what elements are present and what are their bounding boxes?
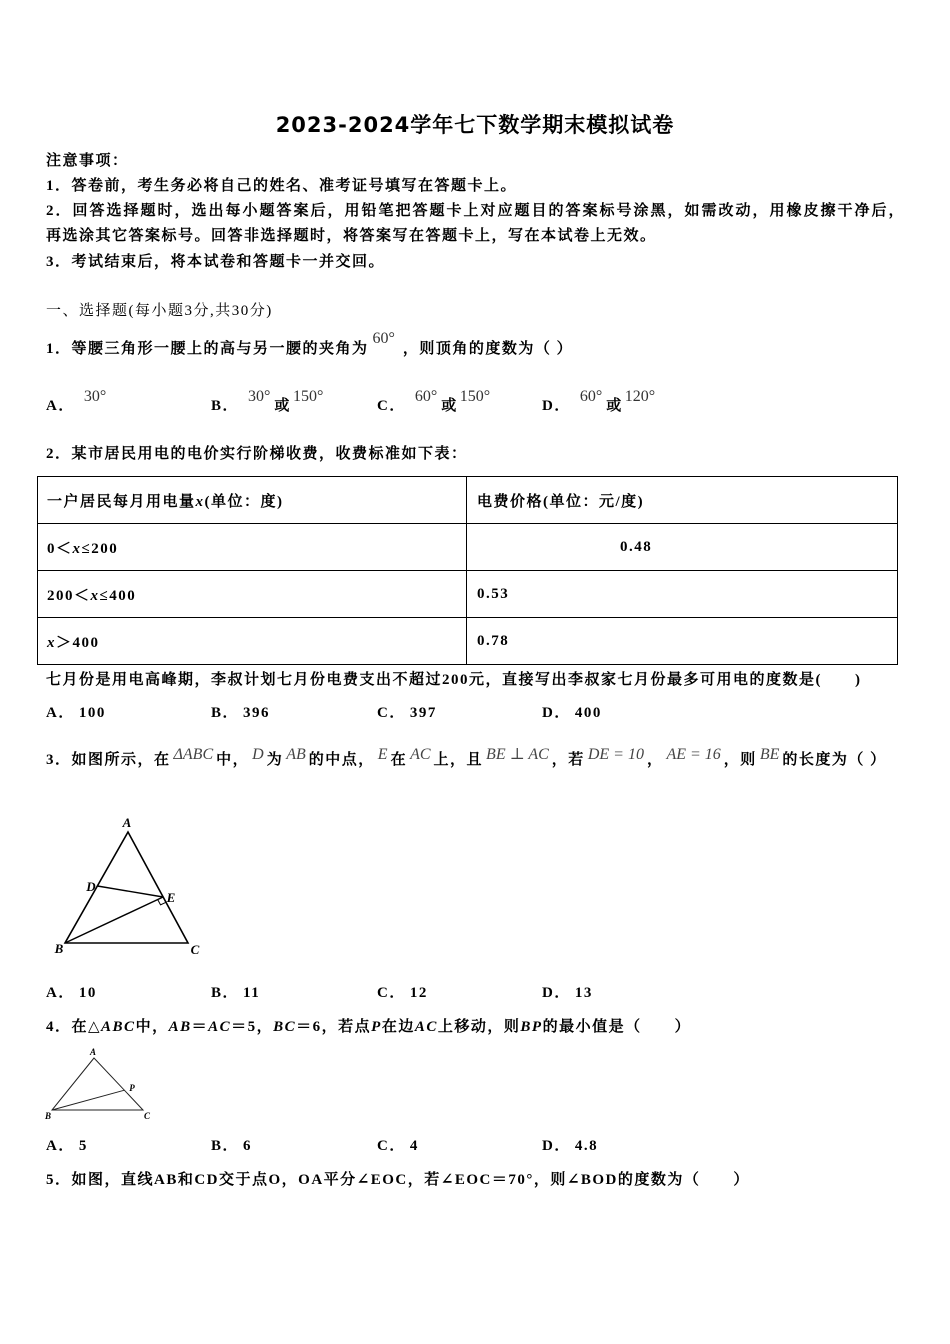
q3-math: DE = 10 bbox=[587, 746, 644, 763]
table-row bbox=[38, 524, 898, 571]
range-var: x bbox=[90, 587, 100, 604]
option-label: D． bbox=[542, 705, 571, 721]
q1-angle-math: 60° bbox=[372, 330, 395, 347]
label-a: A bbox=[122, 815, 132, 830]
label-c: C bbox=[143, 1111, 151, 1121]
q4-text: 4．在△ bbox=[46, 1019, 102, 1035]
q3-option-b bbox=[211, 983, 260, 1003]
segment-de bbox=[97, 886, 163, 897]
option-label: A． bbox=[46, 1138, 75, 1154]
segment-bp bbox=[52, 1090, 124, 1110]
header-price: 电费价格(单位：元/度) bbox=[467, 477, 898, 524]
option-value: 4.8 bbox=[574, 1138, 599, 1154]
usage-range bbox=[38, 571, 467, 618]
range-lower: 200＜ bbox=[47, 587, 91, 604]
q3-math: D bbox=[252, 746, 264, 763]
question-2-stem: 2．某市居民用电的电价实行阶梯收费，收费标准如下表： bbox=[46, 446, 468, 462]
question-2-followup: 七月份是用电高峰期，李叔计划七月份电费支出不超过200元，直接写出李叔家七月份最多可用电的度数是( ) bbox=[46, 672, 862, 688]
notes-item-2-line-1: 2．回答选择题时，选出每小题答案后，用铅笔把答题卡上对应题目的答案标号涂黑，如需改动，用橡皮擦干净后， bbox=[46, 203, 906, 219]
option-math: 120° bbox=[624, 388, 656, 405]
electricity-price-table bbox=[37, 476, 898, 665]
option-or: 或 bbox=[606, 398, 623, 414]
range-lower: ＞400 bbox=[56, 634, 100, 651]
range-lower: 0＜ bbox=[47, 540, 73, 557]
option-label: C． bbox=[377, 985, 406, 1001]
option-math: 30° bbox=[83, 388, 107, 405]
option-value: 100 bbox=[78, 705, 106, 721]
price-value: 0.78 bbox=[467, 618, 898, 665]
q1-text-end: ，则顶角的度数为（ ） bbox=[402, 341, 574, 357]
label-p: P bbox=[129, 1083, 135, 1093]
price-value: 0.53 bbox=[467, 571, 898, 618]
usage-range bbox=[38, 618, 467, 665]
q3-math: ΔABC bbox=[173, 746, 214, 763]
option-label: D． bbox=[542, 985, 571, 1001]
option-value: 400 bbox=[574, 705, 602, 721]
q1-option-a bbox=[46, 388, 110, 416]
q4-var: ABC bbox=[101, 1019, 136, 1035]
option-label: B． bbox=[211, 985, 240, 1001]
option-math: 150° bbox=[292, 388, 324, 405]
label-b: B bbox=[54, 941, 64, 956]
q4-text: 上移动，则 bbox=[437, 1019, 521, 1035]
q3-option-d bbox=[542, 983, 593, 1003]
q4-option-d bbox=[542, 1136, 598, 1156]
option-label: B． bbox=[211, 398, 240, 414]
notes-item-2-line-2: 再选涂其它答案标号。回答非选择题时，将答案写在答题卡上，写在本试卷上无效。 bbox=[46, 228, 657, 244]
q3-math: BE bbox=[759, 746, 780, 763]
q4-var: BC bbox=[273, 1019, 297, 1035]
q3-text: 3．如图所示，在 bbox=[46, 752, 171, 768]
option-or: 或 bbox=[274, 398, 291, 414]
range-upper: ≤400 bbox=[99, 587, 137, 604]
q2-option-d bbox=[542, 703, 602, 723]
option-math: 30° bbox=[248, 388, 271, 405]
option-label: B． bbox=[211, 705, 240, 721]
label-e: E bbox=[166, 890, 176, 905]
option-label: C． bbox=[377, 398, 406, 414]
q3-math: BE ⊥ AC bbox=[486, 746, 549, 763]
q4-var: AC bbox=[414, 1019, 438, 1035]
option-value: 13 bbox=[574, 985, 593, 1001]
q4-option-a bbox=[46, 1136, 88, 1156]
q4-text: 在边 bbox=[381, 1019, 415, 1035]
option-label: C． bbox=[377, 1138, 406, 1154]
range-var: x bbox=[47, 634, 56, 651]
notes-heading: 注意事项： bbox=[46, 153, 129, 169]
q3-text: 的中点， bbox=[308, 752, 375, 768]
q3-math: E bbox=[377, 746, 388, 763]
option-value: 11 bbox=[243, 985, 261, 1001]
label-b: B bbox=[44, 1111, 52, 1121]
q3-math: AE = 16 bbox=[666, 746, 721, 763]
q3-text: 上，且 bbox=[433, 752, 484, 768]
question-1-stem bbox=[46, 330, 574, 359]
option-label: A． bbox=[46, 705, 75, 721]
triangle-abc bbox=[65, 832, 188, 943]
option-value: 12 bbox=[409, 985, 428, 1001]
q3-text: 中， bbox=[216, 752, 250, 768]
option-math: 60° bbox=[579, 388, 603, 405]
option-math: 60° bbox=[414, 388, 438, 405]
option-label: A． bbox=[46, 985, 75, 1001]
question-4-figure bbox=[40, 1044, 158, 1126]
notes-item-1: 1．答卷前，考生务必将自己的姓名、准考证号填写在答题卡上。 bbox=[46, 178, 518, 194]
option-label: B． bbox=[211, 1138, 240, 1154]
question-4-stem bbox=[46, 1017, 691, 1037]
header-usage-text: 一户居民每月用电量 bbox=[47, 493, 196, 510]
option-value: 396 bbox=[243, 705, 271, 721]
header-usage-unit: (单位：度) bbox=[204, 493, 284, 510]
label-d: D bbox=[86, 879, 96, 894]
range-var: x bbox=[72, 540, 82, 557]
option-label: D． bbox=[542, 1138, 571, 1154]
option-value: 5 bbox=[78, 1138, 88, 1154]
q1-option-b bbox=[211, 388, 324, 416]
table-row bbox=[38, 618, 898, 665]
q1-text-start: 1．等腰三角形一腰上的高与另一腰的夹角为 bbox=[46, 341, 369, 357]
label-c: C bbox=[190, 942, 200, 957]
q2-option-c bbox=[377, 703, 437, 723]
q2-option-b bbox=[211, 703, 270, 723]
q4-text: ＝ bbox=[191, 1019, 209, 1035]
q3-math: AC bbox=[410, 746, 431, 763]
question-5-stem: 5．如图，直线AB和CD交于点O，OA平分∠EOC，若∠EOC＝70°，则∠BOD的度数为（ ） bbox=[46, 1172, 750, 1188]
question-3-stem bbox=[46, 746, 887, 770]
option-label: A． bbox=[46, 398, 75, 414]
option-label: C． bbox=[377, 705, 406, 721]
table-row bbox=[38, 571, 898, 618]
segment-be bbox=[65, 897, 163, 943]
section-heading: 一、选择题(每小题3分,共30分) bbox=[46, 303, 273, 319]
option-value: 397 bbox=[409, 705, 437, 721]
option-value: 10 bbox=[78, 985, 97, 1001]
usage-range bbox=[38, 524, 467, 571]
q3-option-c bbox=[377, 983, 428, 1003]
q1-option-c bbox=[377, 388, 491, 416]
q4-var: AC bbox=[208, 1019, 232, 1035]
option-value: 4 bbox=[409, 1138, 419, 1154]
q4-option-c bbox=[377, 1136, 419, 1156]
q3-text: ，则 bbox=[723, 752, 757, 768]
q1-option-d bbox=[542, 388, 656, 416]
q4-text: ＝6，若点 bbox=[296, 1019, 372, 1035]
option-math: 150° bbox=[459, 388, 491, 405]
q3-math: AB bbox=[286, 746, 306, 763]
range-upper: ≤200 bbox=[81, 540, 119, 557]
label-a: A bbox=[89, 1047, 97, 1057]
q4-text: 中， bbox=[135, 1019, 169, 1035]
option-or: 或 bbox=[441, 398, 458, 414]
q4-var: AB bbox=[168, 1019, 192, 1035]
option-value: 6 bbox=[243, 1138, 253, 1154]
notes-item-3: 3．考试结束后，将本试卷和答题卡一并交回。 bbox=[46, 254, 386, 270]
table-header-row bbox=[38, 477, 898, 524]
q4-var: BP bbox=[520, 1019, 543, 1035]
q3-text: 的长度为（ ） bbox=[782, 752, 887, 768]
q4-option-b bbox=[211, 1136, 252, 1156]
q3-text: ， bbox=[646, 752, 664, 768]
price-value: 0.48 bbox=[467, 524, 898, 571]
q3-text: 为 bbox=[266, 752, 284, 768]
q4-var: P bbox=[371, 1019, 382, 1035]
question-3-figure bbox=[40, 805, 220, 965]
option-label: D． bbox=[542, 398, 571, 414]
q4-text: ＝5， bbox=[231, 1019, 274, 1035]
header-usage bbox=[38, 477, 467, 524]
q3-text: 在 bbox=[390, 752, 408, 768]
exam-title: 2023-2024学年七下数学期末模拟试卷 bbox=[275, 113, 675, 137]
q4-text: 的最小值是（ ） bbox=[542, 1019, 692, 1035]
q2-option-a bbox=[46, 703, 106, 723]
q3-text: ，若 bbox=[551, 752, 585, 768]
q3-option-a bbox=[46, 983, 97, 1003]
header-usage-var: x bbox=[195, 493, 205, 510]
